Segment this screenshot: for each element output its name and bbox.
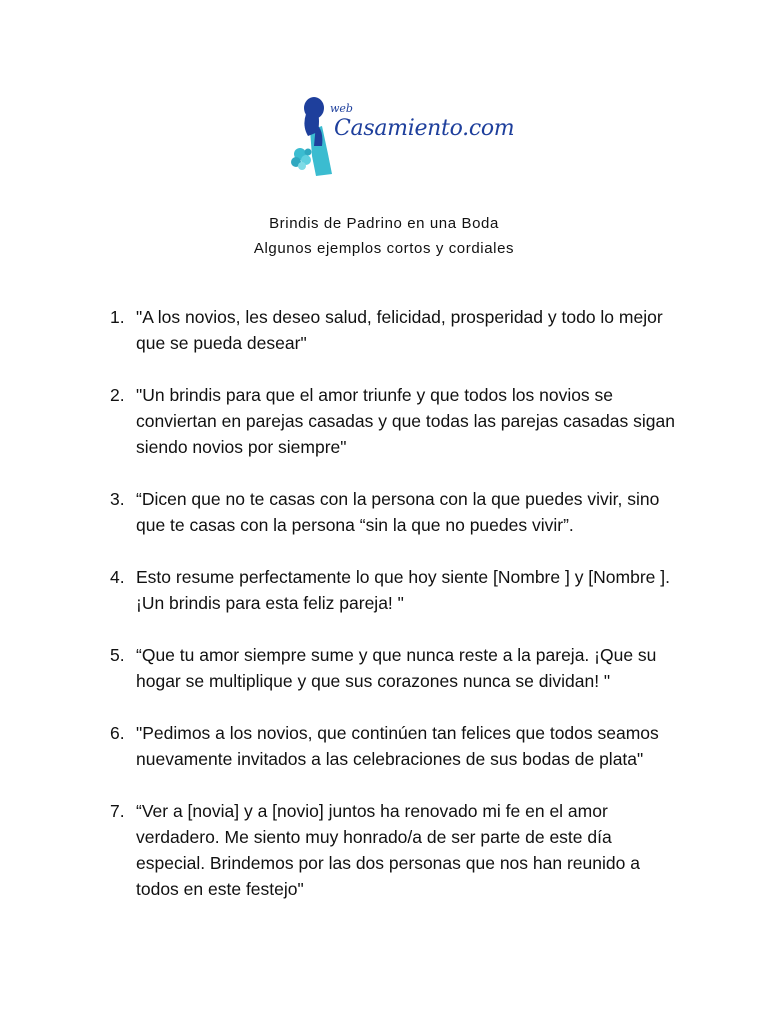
item-text: Esto resume perfectamente lo que hoy siente [Nombre ] y [Nombre ]. ¡Un brindis para esta feliz pareja! " bbox=[136, 567, 670, 613]
item-text: "Pedimos a los novios, que continúen tan felices que todos seamos nuevamente invitados a las celebraciones de sus bodas de plata" bbox=[136, 723, 659, 769]
item-text: “Que tu amor siempre sume y que nunca reste a la pareja. ¡Que su hogar se multiplique y que sus corazones nunca se dividan! " bbox=[136, 645, 657, 691]
brand-logo bbox=[288, 96, 515, 182]
item-text: "A los novios, les deseo salud, felicidad, prosperidad y todo lo mejor que se pueda desear" bbox=[136, 307, 663, 353]
list-item bbox=[110, 720, 680, 772]
document-header bbox=[0, 211, 768, 261]
item-text: “Dicen que no te casas con la persona con la que puedes vivir, sino que te casas con la persona “sin la que no puedes vivir”. bbox=[136, 489, 660, 535]
logo-prefix: web bbox=[330, 102, 353, 115]
list-item bbox=[110, 798, 680, 902]
item-number: 3. bbox=[110, 489, 125, 509]
item-number: 6. bbox=[110, 723, 125, 743]
logo-brand-name: Casamiento.com bbox=[334, 116, 515, 141]
item-number: 1. bbox=[110, 307, 125, 327]
list-item bbox=[110, 304, 680, 356]
item-text: “Ver a [novia] y a [novio] juntos ha renovado mi fe en el amor verdadero. Me siento muy honrado/a de ser parte de este día especial. Brindemos por las dos personas que nos han reunido a todos en este festejo" bbox=[136, 801, 640, 899]
item-number: 2. bbox=[110, 385, 125, 405]
item-number: 4. bbox=[110, 567, 125, 587]
document-title: Brindis de Padrino en una Boda bbox=[269, 215, 499, 232]
list-item bbox=[110, 486, 680, 538]
toast-list bbox=[110, 304, 680, 928]
item-number: 5. bbox=[110, 645, 125, 665]
list-item bbox=[110, 564, 680, 616]
document-subtitle: Algunos ejemplos cortos y cordiales bbox=[253, 240, 515, 257]
item-text: "Un brindis para que el amor triunfe y que todos los novios se conviertan en parejas casadas y que todas las parejas casadas sigan siendo novios por siempre" bbox=[136, 385, 675, 457]
list-item bbox=[110, 642, 680, 694]
list-item bbox=[110, 382, 680, 460]
item-number: 7. bbox=[110, 801, 125, 821]
